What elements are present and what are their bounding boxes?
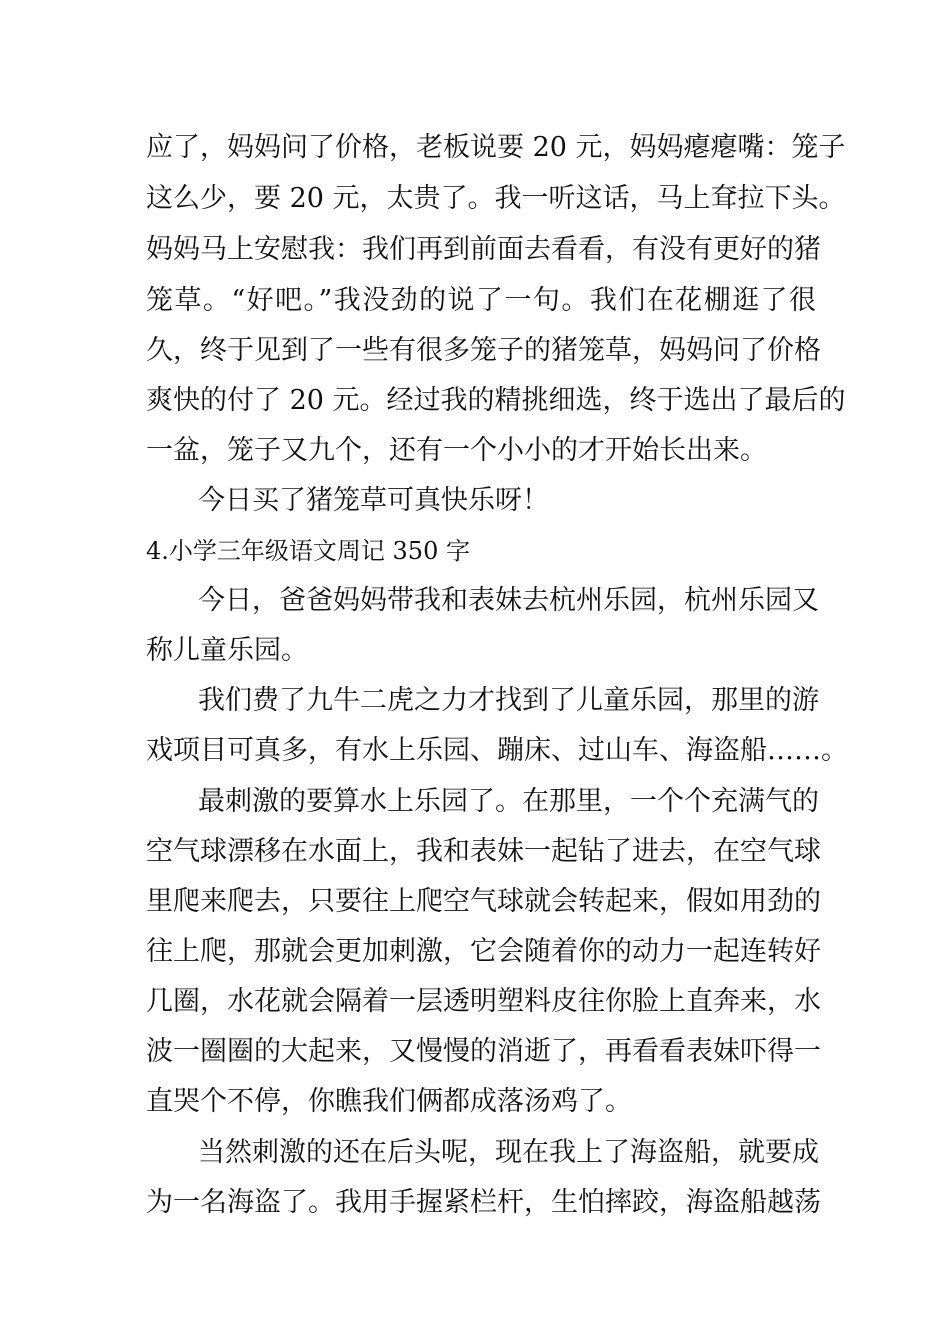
text-line: 里爬来爬去，只要往上爬空气球就会转起来，假如用劲的 bbox=[146, 886, 821, 917]
text-line: 当然刺激的还在后头呢，现在我上了海盗船，就要成 bbox=[198, 1137, 819, 1168]
text-line: 今日，爸爸妈妈带我和表妹去杭州乐园，杭州乐园又 bbox=[198, 585, 819, 616]
text-line: 今日买了猪笼草可真快乐呀！ bbox=[198, 485, 549, 516]
text-line: 应了，妈妈问了价格，老板说要 20 元，妈妈瘪瘪嘴：笼子 bbox=[146, 132, 846, 163]
text-line: 这么少，要 20 元，太贵了。我一听这话，马上耷拉下头。 bbox=[146, 183, 846, 214]
text-line: 为一名海盗了。我用手握紧栏杆，生怕摔跤，海盗船越荡 bbox=[146, 1187, 821, 1218]
text-line: 妈妈马上安慰我：我们再到前面去看看，有没有更好的猪 bbox=[146, 234, 821, 265]
text-line: 直哭个不停，你瞧我们俩都成落汤鸡了。 bbox=[146, 1086, 632, 1117]
text-line: 往上爬，那就会更加刺激，它会随着你的动力一起连转好 bbox=[146, 936, 821, 967]
text-line: 几圈，水花就会隔着一层透明塑料皮往你脸上直奔来，水 bbox=[146, 986, 821, 1017]
text-line: 波一圈圈的大起来，又慢慢的消逝了，再看看表妹吓得一 bbox=[146, 1036, 821, 1067]
text-line: 最刺激的要算水上乐园了。在那里，一个个充满气的 bbox=[198, 786, 819, 817]
text-line: 空气球漂移在水面上，我和表妹一起钻了进去，在空气球 bbox=[146, 836, 821, 867]
text-line: 我们费了九牛二虎之力才找到了儿童乐园，那里的游 bbox=[198, 685, 819, 716]
section-heading: 4.小学三年级语文周记 350 字 bbox=[146, 537, 470, 565]
text-line: 戏项目可真多，有水上乐园、蹦床、过山车、海盗船……。 bbox=[146, 735, 848, 766]
text-line: 称儿童乐园。 bbox=[146, 635, 308, 666]
text-line: 一盆，笼子又九个，还有一个小小的才开始长出来。 bbox=[146, 435, 767, 466]
text-line: 爽快的付了 20 元。经过我的精挑细选，终于选出了最后的 bbox=[146, 385, 846, 416]
text-line: 笼草。“好吧。”我没劲的说了一句。我们在花棚逛了很 bbox=[146, 285, 816, 316]
text-line: 久，终于见到了一些有很多笼子的猪笼草，妈妈问了价格 bbox=[146, 335, 821, 366]
